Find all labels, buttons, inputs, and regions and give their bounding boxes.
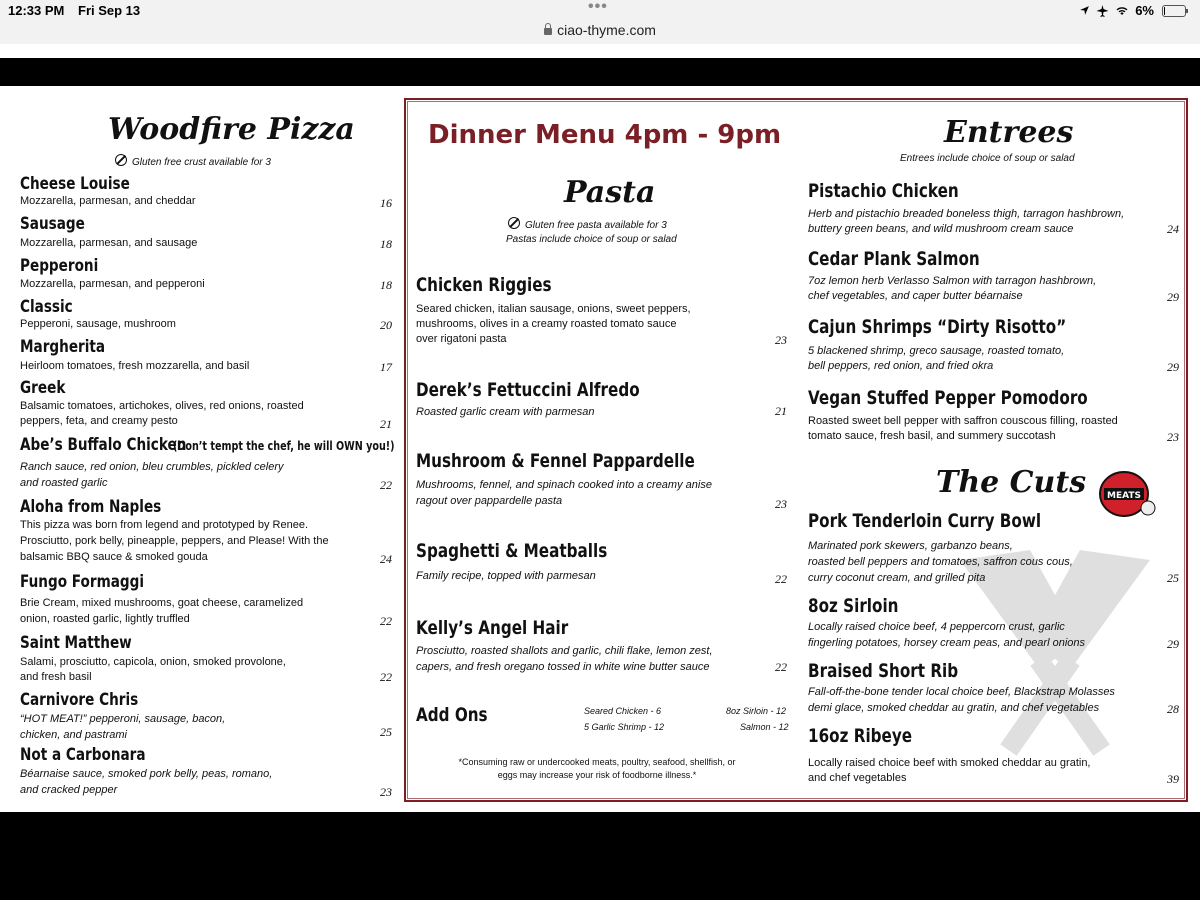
cut-desc: Marinated pork skewers, garbanzo beans,	[808, 540, 1013, 552]
pizza-price: 18	[380, 278, 392, 292]
pasta-name: Spaghetti & Meatballs	[416, 540, 608, 562]
entree-desc: 7oz lemon herb Verlasso Salmon with tarragon hashbrown,	[808, 275, 1097, 287]
status-time: 12:33 PM	[8, 3, 65, 18]
pasta-price: 21	[775, 404, 787, 418]
cut-name: Braised Short Rib	[808, 660, 959, 682]
pasta-desc: Mushrooms, fennel, and spinach cooked into a creamy anise	[416, 479, 712, 491]
pizza-price: 17	[380, 360, 392, 374]
pasta-price: 22	[775, 660, 787, 674]
pizza-name: Sausage	[20, 214, 85, 234]
pizza-desc: This pizza was born from legend and prototyped by Renee.	[20, 519, 308, 531]
cut-desc: Locally raised choice beef, 4 peppercorn crust, garlic	[808, 621, 1065, 633]
entree-name: Pistachio Chicken	[808, 180, 959, 202]
pizza-desc: and fresh basil	[20, 671, 92, 683]
pizza-name: Greek	[20, 378, 66, 398]
addon-item: 5 Garlic Shrimp - 12	[584, 722, 665, 732]
status-bar	[0, 0, 1200, 22]
url-text[interactable]: ciao-thyme.com	[557, 22, 656, 38]
pizza-desc: chicken, and pastrami	[20, 729, 127, 741]
pizza-desc: Salami, prosciutto, capicola, onion, smoked provolone,	[20, 656, 286, 668]
pizza-desc: “HOT MEAT!” pepperoni, sausage, bacon,	[20, 713, 226, 725]
entree-desc: Roasted sweet bell pepper with saffron couscous filling, roasted	[808, 415, 1118, 427]
entree-name: Cedar Plank Salmon	[808, 248, 980, 270]
cut-name: Pork Tenderloin Curry Bowl	[808, 510, 1042, 532]
dinner-title: Dinner Menu 4pm - 9pm	[428, 120, 782, 150]
pizza-price: 18	[380, 237, 392, 251]
foodborne-warning	[412, 756, 782, 782]
pizza-name: Classic	[20, 297, 73, 317]
pizza-title: Woodfire Pizza	[108, 112, 355, 147]
cut-desc: Locally raised choice beef with smoked cheddar au gratin,	[808, 757, 1091, 769]
pizza-desc: Prosciutto, pork belly, pineapple, peppers, and Please! With the	[20, 535, 329, 547]
pasta-price: 23	[775, 497, 787, 511]
pizza-name: Cheese Louise	[20, 174, 130, 194]
pizza-desc: Béarnaise sauce, smoked pork belly, peas, romano,	[20, 768, 273, 780]
cut-desc: and chef vegetables	[808, 772, 907, 784]
status-icons	[1079, 3, 1186, 18]
entree-desc: chef vegetables, and caper butter béarnaise	[808, 290, 1023, 302]
status-date: Fri Sep 13	[78, 3, 141, 18]
pizza-name: Not a Carbonara	[20, 745, 146, 765]
pasta-desc: mushrooms, olives in a creamy roasted tomato sauce	[416, 318, 677, 330]
pizza-price: 22	[380, 670, 392, 684]
meats-logo-icon	[1098, 468, 1158, 522]
multitask-dots-icon[interactable]: •••	[588, 0, 608, 15]
addon-item: Salmon - 12	[740, 722, 789, 732]
pizza-name: Fungo Formaggi	[20, 572, 145, 592]
entree-name: Vegan Stuffed Pepper Pomodoro	[808, 387, 1088, 409]
cut-name: 16oz Ribeye	[808, 725, 913, 747]
pizza-price: 16	[380, 196, 392, 210]
pizza-price: 24	[380, 552, 392, 566]
pasta-name: Derek’s Fettuccini Alfredo	[416, 379, 640, 401]
pizza-desc: Balsamic tomatoes, artichokes, olives, red onions, roasted	[20, 400, 304, 412]
lock-icon	[544, 28, 552, 35]
battery-icon	[1162, 5, 1186, 17]
page-header-band	[0, 58, 1200, 86]
pizza-desc: onion, roasted garlic, lightly truffled	[20, 613, 190, 625]
pizza-desc: Ranch sauce, red onion, bleu crumbles, pickled celery	[20, 461, 284, 473]
pizza-price: 22	[380, 614, 392, 628]
pizza-name: Aloha from Naples	[20, 497, 162, 517]
pasta-price: 23	[775, 333, 787, 347]
addons-title: Add Ons	[416, 704, 488, 726]
pasta-title: Pasta	[564, 175, 656, 210]
pizza-desc: and cracked pepper	[20, 784, 118, 796]
cut-price: 25	[1167, 571, 1179, 585]
entrees-title: Entrees	[944, 115, 1074, 150]
pizza-name: Pepperoni	[20, 256, 99, 276]
pizza-desc: Heirloom tomatoes, fresh mozzarella, and basil	[20, 360, 250, 372]
entree-desc: Herb and pistachio breaded boneless thigh, tarragon hashbrown,	[808, 208, 1125, 220]
cut-name: 8oz Sirloin	[808, 595, 899, 617]
cut-desc: roasted bell peppers and tomatoes, saffron cous cous,	[808, 556, 1073, 568]
pizza-desc: Mozzarella, parmesan, and cheddar	[20, 195, 196, 207]
pasta-name: Kelly’s Angel Hair	[416, 617, 569, 639]
page-footer-band	[0, 812, 1200, 900]
pizza-name: Margherita	[20, 337, 106, 357]
cut-desc: fingerling potatoes, horsey cream peas, and pearl onions	[808, 637, 1086, 649]
pizza-price: 22	[380, 478, 392, 492]
pasta-name: Chicken Riggies	[416, 274, 552, 296]
address-bar[interactable]	[0, 22, 1200, 44]
pizza-price: 20	[380, 318, 392, 332]
cut-desc: demi glace, smoked cheddar au gratin, and chef vegetables	[808, 702, 1100, 714]
cut-price: 29	[1167, 637, 1179, 651]
pizza-price: 23	[380, 785, 392, 799]
pizza-gluten-note: Gluten free crust available for 3	[115, 153, 271, 168]
pizza-desc: Brie Cream, mixed mushrooms, goat cheese, caramelized	[20, 597, 304, 609]
entree-desc: 5 blackened shrimp, greco sausage, roasted tomato,	[808, 345, 1065, 357]
gluten-free-icon	[508, 217, 520, 229]
cut-price: 39	[1167, 772, 1179, 786]
entree-price: 23	[1167, 430, 1179, 444]
pizza-desc: Mozzarella, parmesan, and pepperoni	[20, 278, 205, 290]
gluten-free-icon	[115, 154, 127, 166]
cut-desc: Fall-off-the-bone tender local choice beef, Blackstrap Molasses	[808, 686, 1115, 698]
pizza-name: Abe’s Buffalo Chicken	[20, 435, 187, 455]
pizza-price: 21	[380, 417, 392, 431]
airplane-icon	[1096, 5, 1109, 17]
cut-desc: curry coconut cream, and grilled pita	[808, 572, 986, 584]
entree-name: Cajun Shrimps “Dirty Risotto”	[808, 316, 1067, 338]
pizza-desc: peppers, feta, and creamy pesto	[20, 415, 178, 427]
entree-desc: bell peppers, red onion, and fried okra	[808, 360, 994, 372]
pizza-desc: Pepperoni, sausage, mushroom	[20, 318, 176, 330]
pizza-aside: (Don’t tempt the chef, he will OWN you!)	[173, 439, 395, 453]
cuts-title: The Cuts	[936, 465, 1087, 500]
pasta-name: Mushroom & Fennel Pappardelle	[416, 450, 695, 472]
pasta-desc: Family recipe, topped with parmesan	[416, 570, 596, 582]
browser-strip	[0, 44, 1200, 58]
entree-price: 29	[1167, 290, 1179, 304]
footnote-line: *Consuming raw or undercooked meats, poultry, seafood, shellfish, or	[458, 757, 736, 767]
pizza-name: Carnivore Chris	[20, 690, 139, 710]
logo-text: MEATS	[1107, 491, 1141, 501]
pizza-name: Saint Matthew	[20, 633, 132, 653]
pizza-desc: balsamic BBQ sauce & smoked gouda	[20, 551, 208, 563]
pizza-price: 25	[380, 725, 392, 739]
pasta-desc: Seared chicken, italian sausage, onions, sweet peppers,	[416, 303, 691, 315]
battery-percent: 6%	[1135, 3, 1154, 18]
entree-price: 24	[1167, 222, 1179, 236]
entree-price: 29	[1167, 360, 1179, 374]
pasta-note: Pastas include choice of soup or salad	[506, 234, 677, 245]
entrees-note: Entrees include choice of soup or salad	[900, 153, 1075, 164]
addon-item: Seared Chicken - 6	[584, 706, 662, 716]
pasta-price: 22	[775, 572, 787, 586]
cut-price: 28	[1167, 702, 1179, 716]
location-icon	[1079, 5, 1090, 16]
pizza-desc: Mozzarella, parmesan, and sausage	[20, 237, 198, 249]
pasta-desc: Prosciutto, roasted shallots and garlic, chili flake, lemon zest,	[416, 645, 713, 657]
addon-item: 8oz Sirloin - 12	[726, 706, 787, 716]
entree-desc: buttery green beans, and wild mushroom cream sauce	[808, 223, 1074, 235]
pasta-desc: Roasted garlic cream with parmesan	[416, 406, 595, 418]
footnote-line: eggs may increase your risk of foodborne illness.*	[497, 770, 697, 780]
pasta-desc: over rigatoni pasta	[416, 333, 507, 345]
entree-desc: tomato sauce, fresh basil, and summery succotash	[808, 430, 1056, 442]
pizza-desc: and roasted garlic	[20, 477, 108, 489]
pasta-desc: ragout over pappardelle pasta	[416, 495, 563, 507]
pasta-gluten-note: Gluten free pasta available for 3	[508, 216, 667, 231]
pasta-desc: capers, and fresh oregano tossed in white wine butter sauce	[416, 661, 710, 673]
wifi-icon	[1115, 5, 1129, 16]
